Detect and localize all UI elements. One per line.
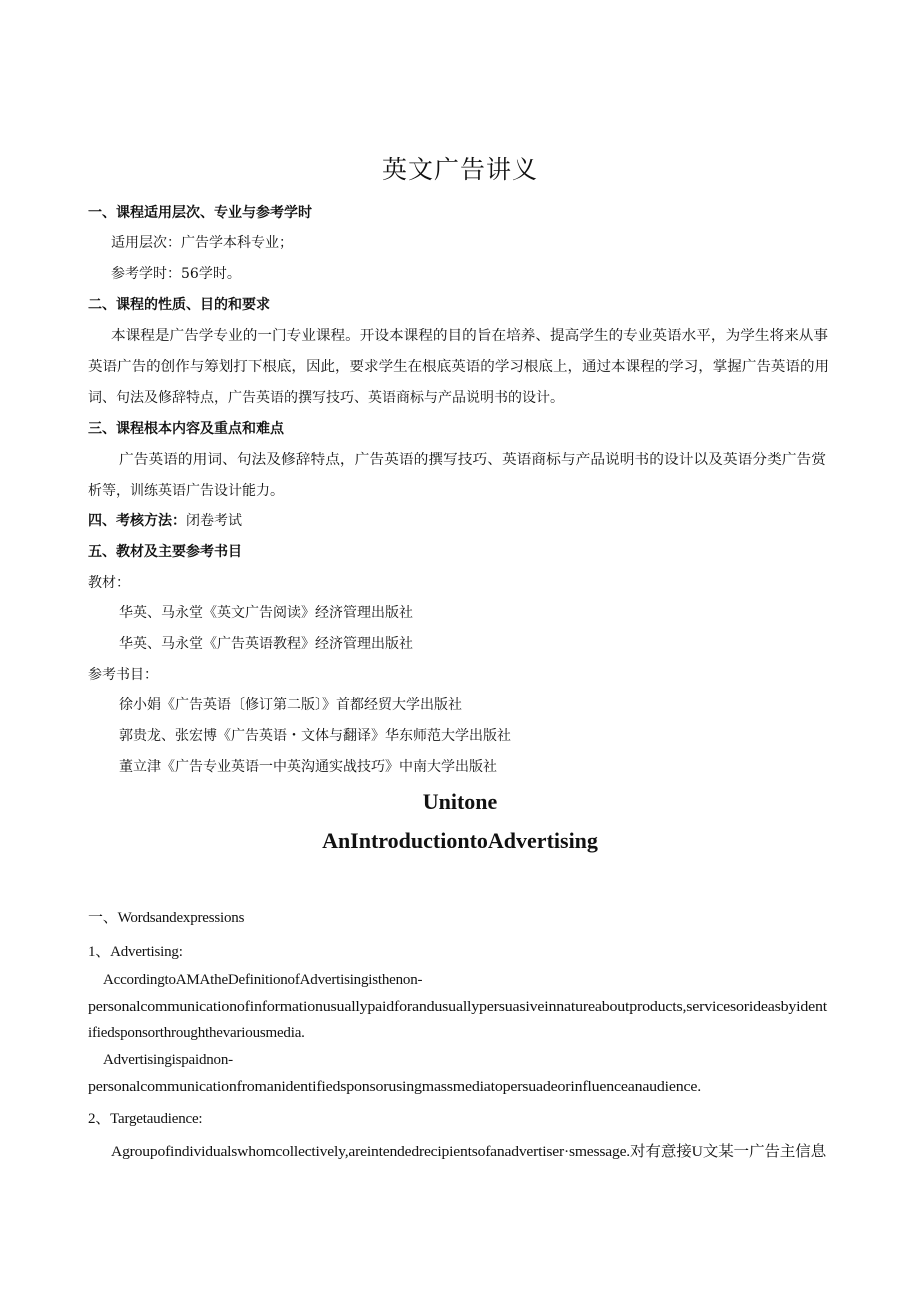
section-1-heading: 一、课程适用层次、专业与参考学时 bbox=[88, 205, 312, 221]
ref-item: 董立津《广告专业英语一中英沟通实战技巧》中南大学出版社 bbox=[119, 759, 497, 775]
page-title: 英文广告讲义 bbox=[381, 155, 538, 184]
definition-line: personalcommunicationfromanidentifiedsponsorusingmassmediatopersuadeorinfluenceanaudience. bbox=[88, 1079, 701, 1095]
definition-line: personalcommunicationofinformationusuallypaidforandusuallypersuasiveinnatureaboutproducts,servicesorideasbyident bbox=[88, 999, 827, 1015]
section-2-heading: 二、课程的性质、目的和要求 bbox=[88, 297, 270, 313]
ref-item: 徐小娟《广告英语〔修订第二版〕》首都经贸大学出版社 bbox=[119, 697, 462, 713]
course-level: 适用层次：广告学本科专业； bbox=[111, 235, 293, 251]
section-3-heading: 三、课程根本内容及重点和难点 bbox=[88, 421, 284, 437]
definition-line: ifiedsponsorthroughthevariousmedia. bbox=[88, 1025, 305, 1041]
refs-label: 参考书目： bbox=[88, 667, 158, 683]
term-advertising: 1、Advertising: bbox=[88, 944, 183, 960]
section-2-line: 词、句法及修辞特点，广告英语的撰写技巧、英语商标与产品说明书的设计。 bbox=[88, 390, 564, 406]
section-5-heading: 五、教材及主要参考书目 bbox=[88, 544, 242, 560]
textbook-item: 华英、马永堂《英文广告阅读》经济管理出版社 bbox=[119, 605, 413, 621]
section-4 bbox=[88, 510, 242, 530]
ref-item: 郭贵龙、张宏博《广告英语・文体与翻译》华东师范大学出版社 bbox=[119, 728, 511, 744]
definition-line: Advertisingispaidnon- bbox=[103, 1052, 233, 1068]
textbook-label: 教材： bbox=[88, 575, 130, 591]
section-2-line: 本课程是广告学专业的一门专业课程。开设本课程的目的旨在培养、提高学生的专业英语水平，为学生将来从事 bbox=[111, 328, 828, 344]
course-hours: 参考学时：56学时。 bbox=[111, 266, 241, 282]
definition-line: AccordingtoAMAtheDefinitionofAdvertisingisthenon- bbox=[103, 972, 423, 988]
section-3-line: 析等，训练英语广告设计能力。 bbox=[88, 483, 284, 499]
textbook-item: 华英、马永堂《广告英语教程》经济管理出版社 bbox=[119, 636, 413, 652]
unit-title: Unitone bbox=[422, 789, 498, 814]
unit-subtitle: AnIntroductiontoAdvertising bbox=[322, 828, 598, 853]
definition-line: Agroupofindividualswhomcollectively,areintendedrecipientsofanadvertiser·smessage.对有意接U文某一广告主信息 bbox=[111, 1144, 826, 1160]
section-3-line: 广告英语的用词、句法及修辞特点，广告英语的撰写技巧、英语商标与产品说明书的设计以及英语分类广告赏 bbox=[119, 452, 826, 468]
words-heading: 一、Wordsandexpressions bbox=[88, 910, 245, 926]
section-2-line: 英语广告的创作与筹划打下根底，因此，要求学生在根底英语的学习根底上，通过本课程的学习，掌握广告英语的用 bbox=[88, 359, 829, 375]
term-target-audience: 2、Targetaudience: bbox=[88, 1111, 203, 1127]
exam-method: 闭卷考试 bbox=[186, 513, 242, 529]
section-4-heading: 四、考核方法： bbox=[88, 513, 186, 529]
